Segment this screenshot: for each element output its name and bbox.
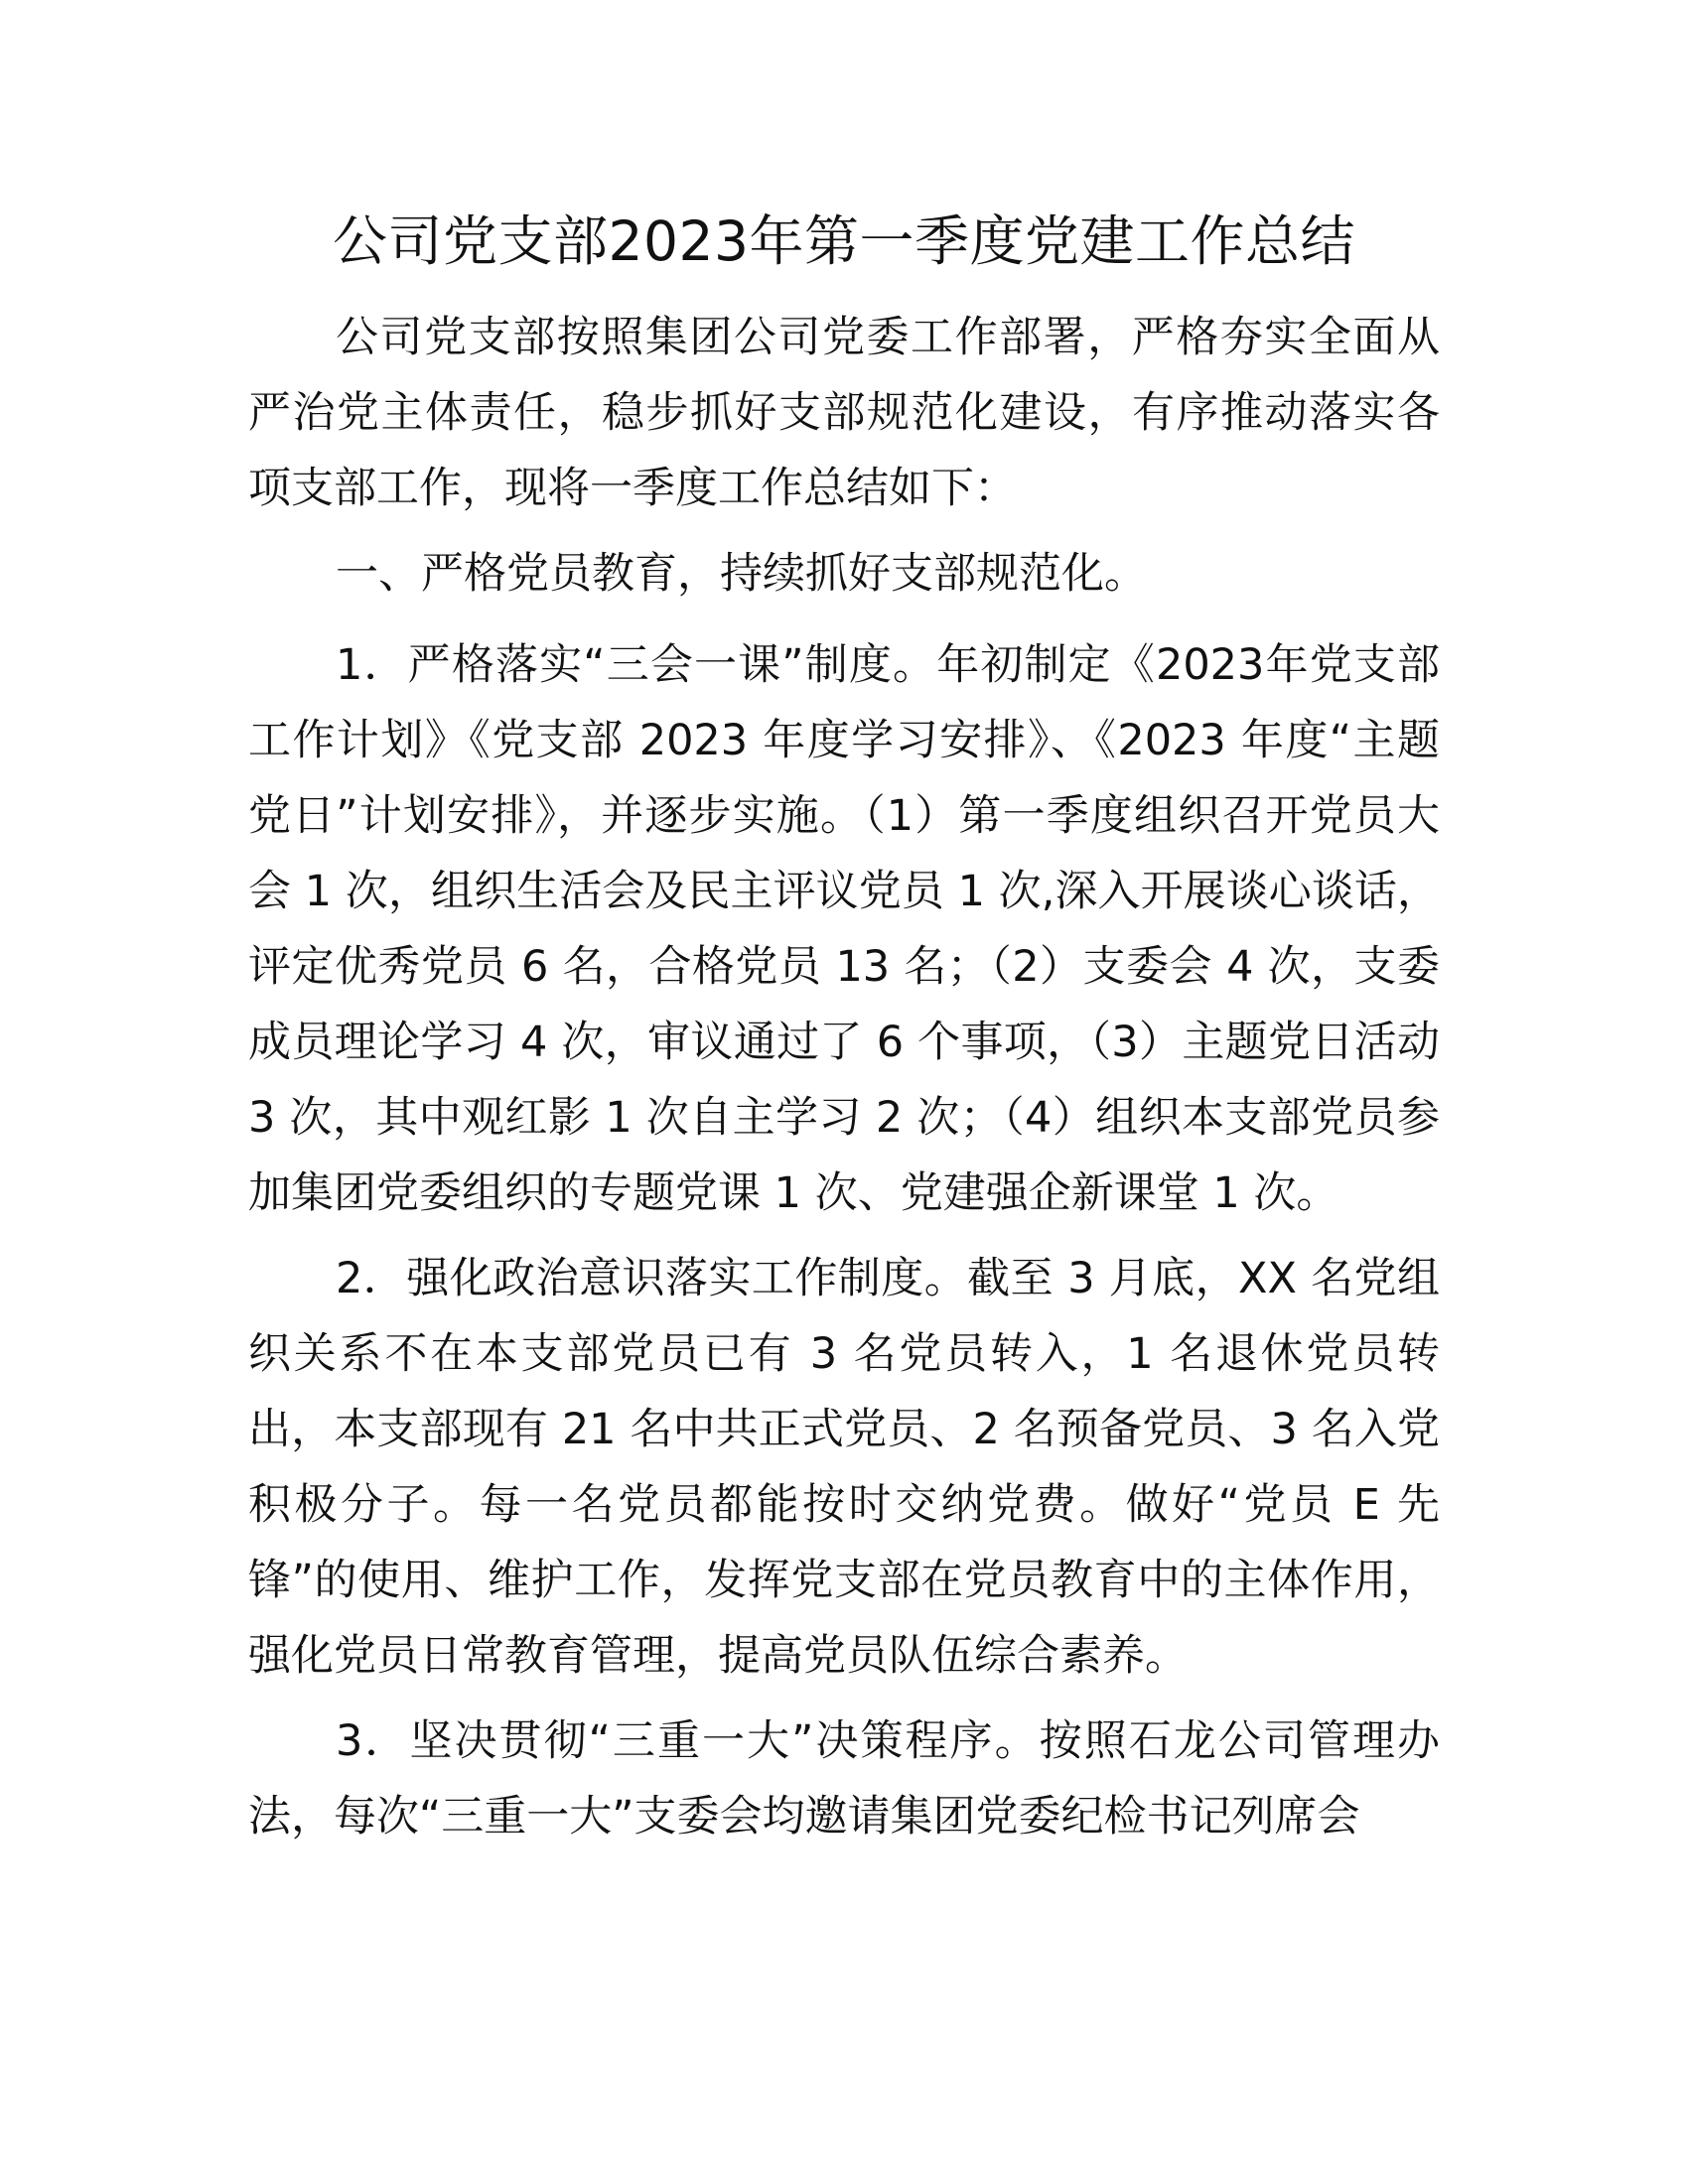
section-heading-1: 一、严格党员教育，持续抓好支部规范化。 (336, 549, 1147, 599)
item-paragraph-1: 1．严格落实“三会一课”制度。年初制定《2023年党支部工作计划》《党支部 2023 年度学习安排》、《2023 年度“主题党日”计划安排》，并逐步实施。（1）第一季度组织召开党员大会 1 次，组织生活会及民主评议党员 1 次,深入开展谈心谈话，评定优秀党员 6 名，合格党员 13 名；（2）支委会 4 次，支委成员理论学习 4 次，审议通过了 6 个事项，（3）主题党日活动 3 次，其中观红影 1 次自主学习 2 次；（4）组织本支部党员参加集团党委组织的专题党课 1 次、党建强企新课堂 1 次。 (248, 640, 1440, 1218)
intro-paragraph: 公司党支部按照集团公司党委工作部署，严格夯实全面从严治党主体责任，稳步抓好支部规范化建设，有序推动落实各项支部工作，现将一季度工作总结如下： (248, 313, 1440, 513)
document-title: 公司党支部2023年第一季度党建工作总结 (333, 209, 1355, 273)
document-body (248, 300, 1440, 1864)
item-paragraph-3: 3．坚决贯彻“三重一大”决策程序。按照石龙公司管理办法，每次“三重一大”支委会均邀请集团党委纪检书记列席会 (248, 1716, 1440, 1842)
item-paragraph-2: 2．强化政治意识落实工作制度。截至 3 月底，XX 名党组织关系不在本支部党员已有 3 名党员转入，1 名退休党员转出，本支部现有 21 名中共正式党员、2 名预备党员、3 名入党积极分子。每一名党员都能按时交纳党费。做好“党员 E 先锋”的使用、维护工作，发挥党支部在党员教育中的主体作用，强化党员日常教育管理，提高党员队伍综合素养。 (248, 1254, 1440, 1681)
